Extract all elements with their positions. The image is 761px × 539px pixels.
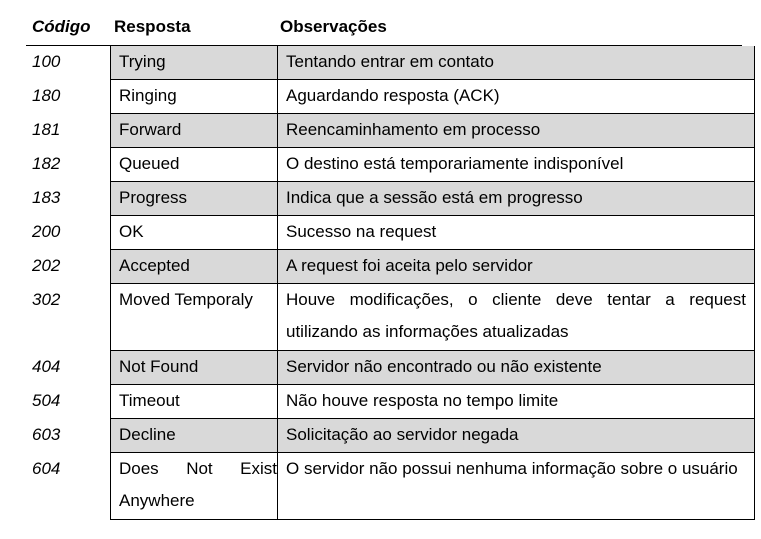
table-row	[26, 385, 755, 419]
row-notes: Aguardando resposta (ACK)	[278, 80, 755, 114]
row-code: 202	[32, 255, 61, 275]
row-code: 200	[32, 221, 61, 241]
sip-response-table	[26, 46, 755, 520]
row-code: 603	[32, 424, 61, 444]
row-notes: Não houve resposta no tempo limite	[278, 385, 755, 419]
row-response: Forward	[111, 114, 278, 148]
row-response: Timeout	[111, 385, 278, 419]
row-response: Moved Temporaly	[111, 284, 278, 351]
row-code: 182	[32, 153, 61, 173]
table-row	[26, 453, 755, 520]
row-response: Accepted	[111, 250, 278, 284]
row-response: Not Found	[111, 351, 278, 385]
row-notes: O servidor não possui nenhuma informação sobre o usuário	[278, 453, 755, 520]
row-code: 302	[32, 289, 61, 309]
row-response: Queued	[111, 148, 278, 182]
row-notes: Houve modificações, o cliente deve tentar a request utilizando as informações atualizadas	[278, 284, 755, 351]
table-header	[0, 17, 761, 43]
row-notes: A request foi aceita pelo servidor	[278, 250, 755, 284]
row-code: 404	[32, 356, 61, 376]
table-row	[26, 351, 755, 385]
table-row	[26, 419, 755, 453]
row-notes: Reencaminhamento em processo	[278, 114, 755, 148]
row-response: Trying	[111, 46, 278, 80]
row-notes: Indica que a sessão está em progresso	[278, 182, 755, 216]
row-response: Does Not Exist Anywhere	[111, 453, 278, 520]
table-row	[26, 182, 755, 216]
row-notes: Sucesso na request	[278, 216, 755, 250]
row-code: 504	[32, 390, 61, 410]
row-notes: Tentando entrar em contato	[278, 46, 755, 80]
table-row	[26, 284, 755, 351]
table-row	[26, 80, 755, 114]
row-response: Ringing	[111, 80, 278, 114]
table-row	[26, 114, 755, 148]
table-row	[26, 216, 755, 250]
row-response: Progress	[111, 182, 278, 216]
table-row	[26, 46, 755, 80]
row-code: 100	[32, 52, 61, 71]
row-notes: Servidor não encontrado ou não existente	[278, 351, 755, 385]
row-notes: Solicitação ao servidor negada	[278, 419, 755, 453]
row-response: OK	[111, 216, 278, 250]
row-code: 181	[32, 119, 61, 139]
header-code: Código	[32, 17, 91, 36]
header-notes: Observações	[280, 17, 387, 36]
row-notes: O destino está temporariamente indisponível	[278, 148, 755, 182]
row-code: 604	[32, 458, 61, 478]
row-code: 180	[32, 85, 61, 105]
header-response: Resposta	[114, 17, 191, 36]
row-response: Decline	[111, 419, 278, 453]
row-code: 183	[32, 187, 61, 207]
table-row	[26, 148, 755, 182]
table-row	[26, 250, 755, 284]
